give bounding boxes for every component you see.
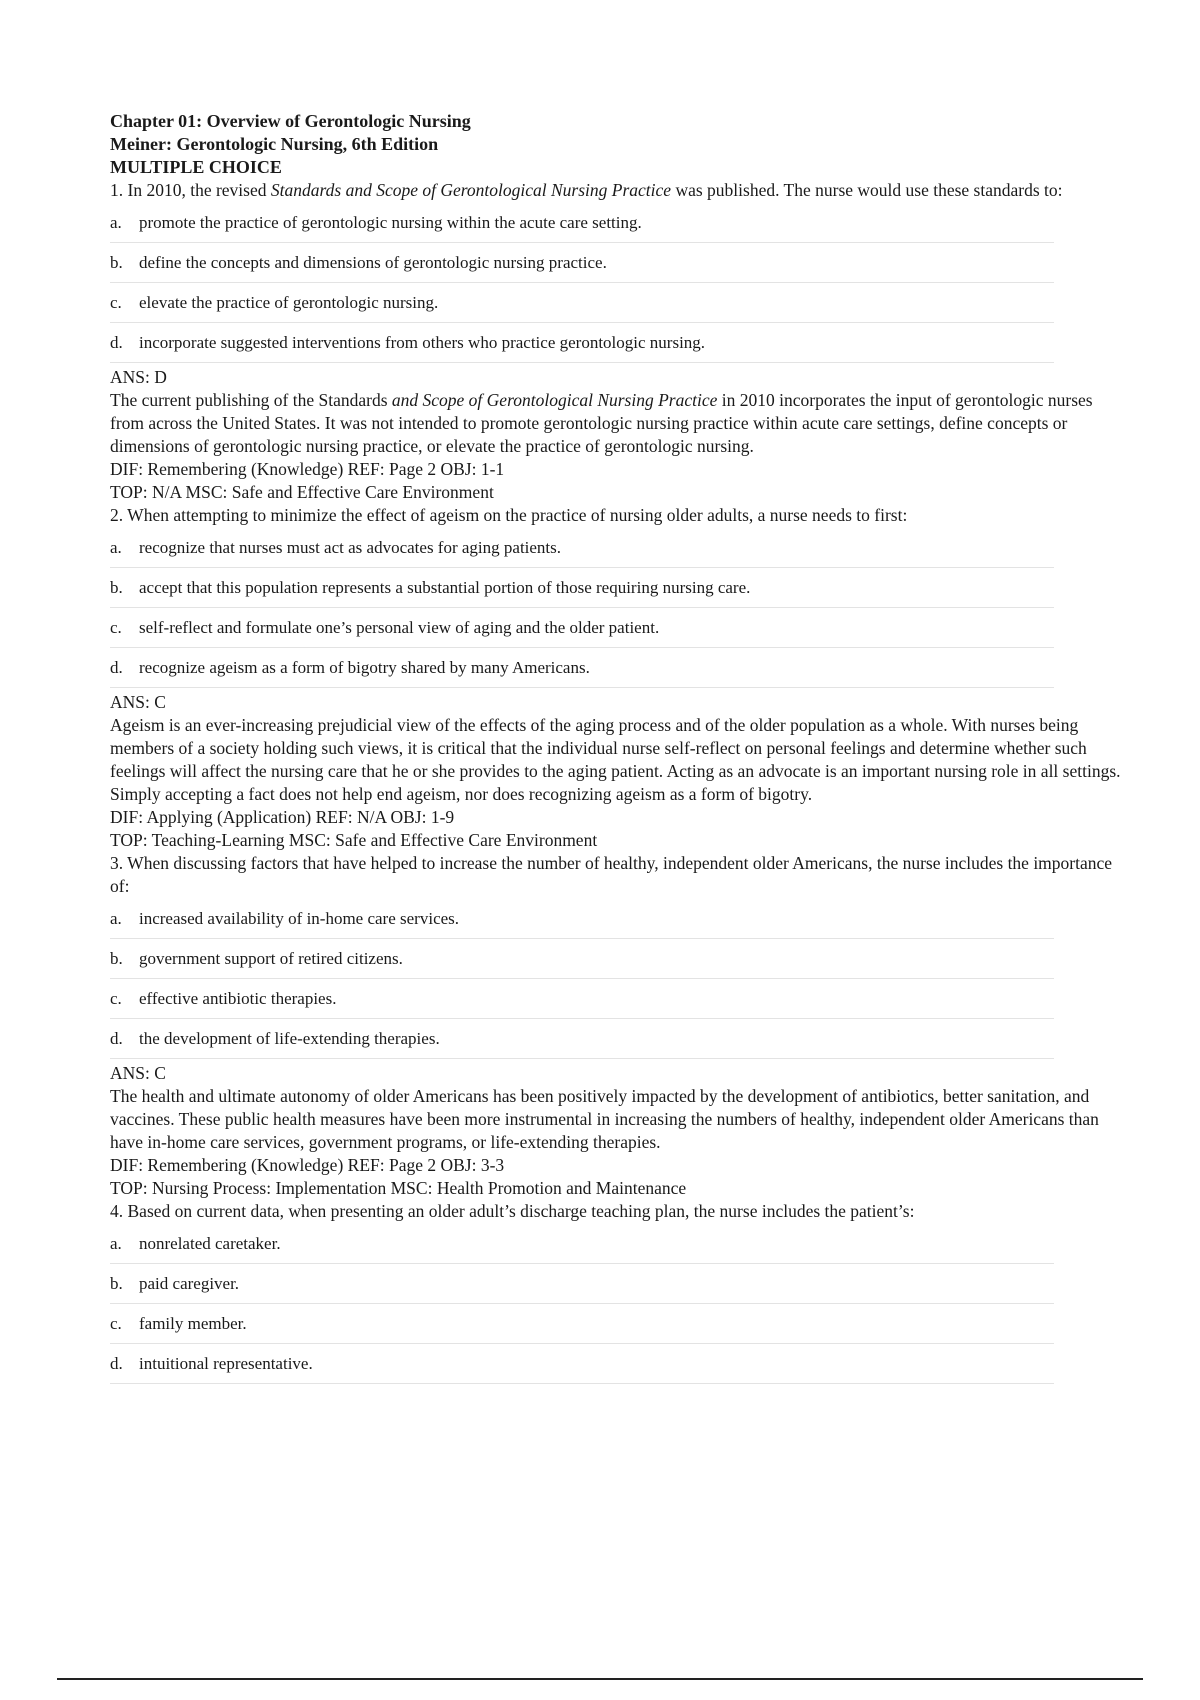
- option-b[interactable]: [110, 939, 1054, 979]
- option-letter: c.: [110, 618, 122, 637]
- book-title: Meiner: Gerontologic Nursing, 6th Edition: [110, 134, 439, 154]
- option-letter: a.: [110, 1234, 122, 1253]
- rationale: [110, 389, 1122, 458]
- option-letter: a.: [110, 213, 122, 232]
- rationale-text: in 2010 incorporates the input of gerontologic nurses from across the United States. It was not intended to promote gerontologic nursing practice within acute care settings, define concepts or dimensions of gerontologic nursing practice, or elevate the practice of gerontologic nursing.: [110, 390, 1093, 456]
- option-c[interactable]: [110, 283, 1054, 323]
- topic-line: TOP: Nursing Process: Implementation MSC: Health Promotion and Maintenance: [110, 1178, 687, 1198]
- question-1: [110, 179, 1122, 504]
- stem-text: 1. In 2010, the revised: [110, 180, 271, 200]
- option-text: intuitional representative.: [139, 1354, 313, 1373]
- option-letter: b.: [110, 253, 123, 272]
- option-text: paid caregiver.: [139, 1274, 240, 1293]
- options-list: [110, 203, 1122, 363]
- section-title: MULTIPLE CHOICE: [110, 157, 282, 177]
- options-list: [110, 528, 1122, 688]
- option-d[interactable]: [110, 1344, 1054, 1384]
- question-4: [110, 1200, 1122, 1384]
- option-text: incorporate suggested interventions from others who practice gerontologic nursing.: [139, 333, 706, 352]
- option-letter: d.: [110, 658, 123, 677]
- answer-key: ANS: D: [110, 367, 167, 387]
- rationale-text: The current publishing of the Standards: [110, 390, 392, 410]
- option-text: recognize ageism as a form of bigotry shared by many Americans.: [139, 658, 590, 677]
- option-text: promote the practice of gerontologic nursing within the acute care setting.: [139, 213, 642, 232]
- rationale: Ageism is an ever-increasing prejudicial view of the effects of the aging process and of the older population as a whole. With nurses being members of a society holding such views, it is critical that the individual nurse self-reflect on personal feelings and determine whether such feelings will affect the nursing care that he or she provides to the aging patient. Acting as an advocate is an important nursing role in all settings. Simply accepting a fact does not help end ageism, nor does recognizing ageism as a form of bigotry.: [110, 715, 1121, 804]
- question-stem: [110, 179, 1122, 202]
- question-stem: 2. When attempting to minimize the effect of ageism on the practice of nursing older adults, a nurse needs to first:: [110, 505, 908, 525]
- option-text: effective antibiotic therapies.: [139, 989, 337, 1008]
- option-letter: b.: [110, 949, 123, 968]
- footer-divider: [57, 1678, 1143, 1680]
- rationale-italic: and Scope of Gerontological Nursing Practice: [391, 390, 718, 410]
- question-3: [110, 852, 1122, 1200]
- option-a[interactable]: [110, 528, 1054, 568]
- option-text: family member.: [139, 1314, 247, 1333]
- option-letter: d.: [110, 333, 123, 352]
- question-2: [110, 504, 1122, 852]
- option-text: elevate the practice of gerontologic nursing.: [139, 293, 439, 312]
- option-c[interactable]: [110, 608, 1054, 648]
- option-c[interactable]: [110, 1304, 1054, 1344]
- option-text: government support of retired citizens.: [139, 949, 403, 968]
- answer-key: ANS: C: [110, 692, 166, 712]
- option-text: nonrelated caretaker.: [139, 1234, 281, 1253]
- option-letter: c.: [110, 989, 122, 1008]
- option-a[interactable]: [110, 899, 1054, 939]
- difficulty-line: DIF: Applying (Application) REF: N/A OBJ: 1-9: [110, 807, 455, 827]
- option-letter: d.: [110, 1354, 123, 1373]
- question-stem: 4. Based on current data, when presenting an older adult’s discharge teaching plan, the nurse includes the patient’s:: [110, 1201, 915, 1221]
- option-letter: a.: [110, 538, 122, 557]
- topic-line: TOP: N/A MSC: Safe and Effective Care Environment: [110, 482, 494, 502]
- rationale: The health and ultimate autonomy of older Americans has been positively impacted by the development of antibiotics, better sanitation, and vaccines. These public health measures have been more instrumental in increasing the numbers of healthy, independent older Americans than have in-home care services, government programs, or life-extending therapies.: [110, 1086, 1099, 1152]
- stem-text: was published. The nurse would use these standards to:: [671, 180, 1063, 200]
- option-letter: a.: [110, 909, 122, 928]
- option-text: self-reflect and formulate one’s personal view of aging and the older patient.: [139, 618, 660, 637]
- option-letter: b.: [110, 578, 123, 597]
- option-c[interactable]: [110, 979, 1054, 1019]
- option-b[interactable]: [110, 243, 1054, 283]
- option-letter: b.: [110, 1274, 123, 1293]
- option-a[interactable]: [110, 1224, 1054, 1264]
- option-letter: d.: [110, 1029, 123, 1048]
- document-page: [110, 110, 1122, 1387]
- option-letter: c.: [110, 1314, 122, 1333]
- stem-italic: Standards and Scope of Gerontological Nursing Practice: [270, 180, 672, 200]
- difficulty-line: DIF: Remembering (Knowledge) REF: Page 2 OBJ: 3-3: [110, 1155, 505, 1175]
- option-d[interactable]: [110, 323, 1054, 363]
- option-b[interactable]: [110, 568, 1054, 608]
- answer-key: ANS: C: [110, 1063, 166, 1083]
- option-text: recognize that nurses must act as advocates for aging patients.: [139, 538, 562, 557]
- option-b[interactable]: [110, 1264, 1054, 1304]
- option-d[interactable]: [110, 1019, 1054, 1059]
- chapter-title: Chapter 01: Overview of Gerontologic Nursing: [110, 111, 471, 131]
- option-d[interactable]: [110, 648, 1054, 688]
- option-text: define the concepts and dimensions of gerontologic nursing practice.: [139, 253, 607, 272]
- option-letter: c.: [110, 293, 122, 312]
- option-a[interactable]: [110, 203, 1054, 243]
- option-text: accept that this population represents a substantial portion of those requiring nursing care.: [139, 578, 751, 597]
- options-list: [110, 899, 1122, 1059]
- topic-line: TOP: Teaching-Learning MSC: Safe and Effective Care Environment: [110, 830, 598, 850]
- question-stem: 3. When discussing factors that have helped to increase the number of healthy, independent older Americans, the nurse includes the importance of:: [110, 853, 1113, 896]
- option-text: the development of life-extending therapies.: [139, 1029, 440, 1048]
- options-list: [110, 1224, 1122, 1384]
- difficulty-line: DIF: Remembering (Knowledge) REF: Page 2 OBJ: 1-1: [110, 459, 505, 479]
- option-text: increased availability of in-home care services.: [139, 909, 460, 928]
